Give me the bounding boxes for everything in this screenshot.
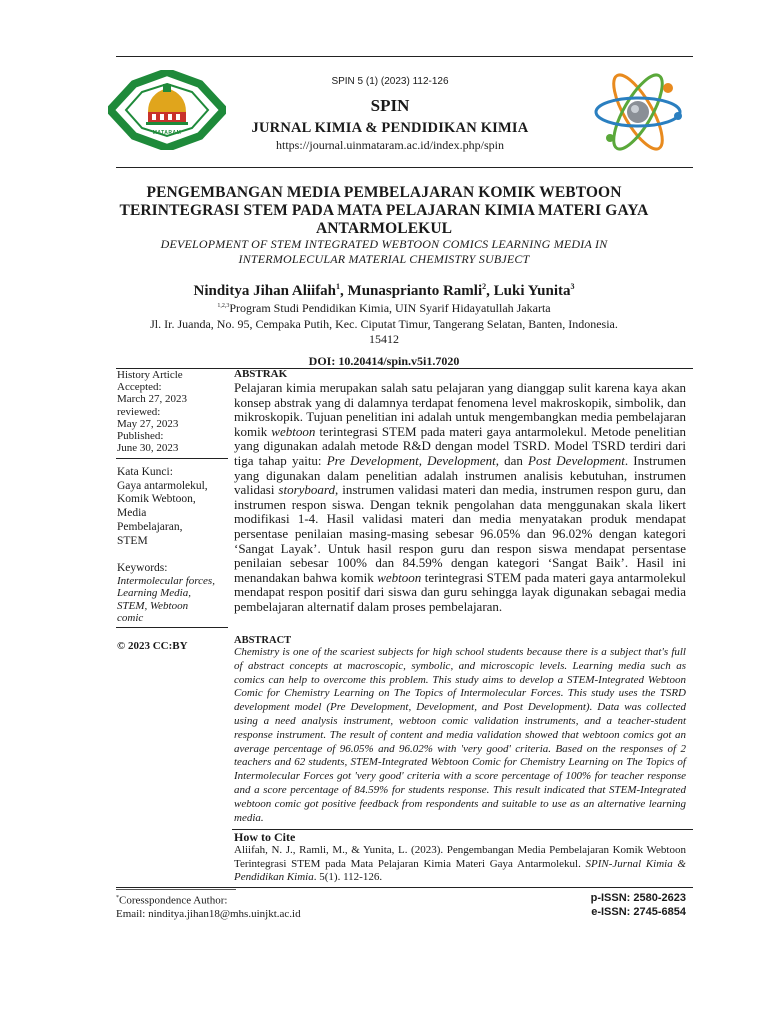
published-label: Published: xyxy=(117,430,164,443)
kata-kunci-item: Komik Webtoon, xyxy=(117,493,196,506)
paper-title xyxy=(100,184,668,238)
cite-text: Aliifah, N. J., Ramli, M., & Yunita, L. (2023). Pengembangan Media Pembelajaran Komik Webtoon Terintegrasi STEM pada Mata Pelajaran Kimia Materi Gaya Antarmolekul. xyxy=(234,844,686,870)
journal-full-name: JURNAL KIMIA & PENDIDIKAN KIMIA xyxy=(251,120,529,136)
cite-journal: SPIN-Jurnal Kimia & Pendidikan Kimia xyxy=(234,857,686,883)
address-line-1: Jl. Ir. Juanda, No. 95, Cempaka Putih, Kec. Ciputat Timur, Tangerang Selatan, Banten, Indonesia. xyxy=(150,317,618,331)
author-separator: , xyxy=(486,283,494,299)
abstrak-term: Pre Development, Development xyxy=(326,452,496,468)
address-line-2: 15412 xyxy=(369,331,399,346)
reviewed-date: May 27, 2023 xyxy=(117,417,179,430)
abstrak-term: webtoon xyxy=(271,423,316,439)
atom-icon xyxy=(590,64,686,160)
abstrak-text: terintegrasi STEM pada materi gaya antarmolekul. Metode penelitian yang digunakan adalah metode R&D dengan model TSRD. Model TSRD terdiri dari tiga tahap yaitu: xyxy=(234,423,686,468)
abstrak-body xyxy=(234,381,686,615)
license: © 2023 CC:BY xyxy=(117,640,188,652)
kata-kunci-label: Kata Kunci: xyxy=(117,466,173,478)
affiliation-text: Program Studi Pendidikan Kimia, UIN Syarif Hidayatullah Jakarta xyxy=(229,301,551,315)
header-rule xyxy=(116,167,693,168)
corr-label: Coresspondence Author: xyxy=(119,894,228,907)
cite-text: . 5(1). 112-126. xyxy=(313,871,383,883)
how-to-cite-body xyxy=(234,844,686,885)
abstrak-term: webtoon xyxy=(377,569,422,585)
keyword-item: comic xyxy=(117,612,144,625)
author-3-sup: 3 xyxy=(570,282,575,291)
corr-email[interactable]: Email: ninditya.jihan18@mhs.uinjkt.ac.id xyxy=(116,907,301,920)
author-1: Ninditya Jihan Aliifah xyxy=(193,283,337,299)
abstrak-text: , instrumen validasi materi dan media, instrumen respon guru, dan instrumen respon siswa. Dengan teknik pengolahan data menggunakan skala likert modifikasi 1-4. Hasil validasi materi dan media menyatakan produk mendapat persentase penilaian masing-masing sebesar 96.05% dan 96.02% dengan kategori ‘Sangat Layak’. Untuk hasil respon guru dan respon siswa mendapat persentase penilaian sebesar 100% dan 84.59% dengan kategori ‘Sangat Baik’. Hasil ini menandakan bahwa komik xyxy=(234,482,686,585)
title-line-2: TERINTEGRASI STEM PADA MATA PELAJARAN KIMIA MATERI GAYA xyxy=(119,202,649,219)
accepted-date: March 27, 2023 xyxy=(117,393,187,406)
kata-kunci-item: Pembelajaran, xyxy=(117,520,183,533)
top-rule xyxy=(116,56,693,57)
journal-short-name: SPIN xyxy=(370,96,410,115)
atom-logo xyxy=(590,64,686,160)
corr-sup: * xyxy=(116,895,119,901)
p-issn: p-ISSN: 2580-2623 xyxy=(590,892,686,904)
title-line-1: PENGEMBANGAN MEDIA PEMBELAJARAN KOMIK WEBTOON xyxy=(146,184,622,201)
abstrak-text: terintegrasi STEM pada materi gaya antarmolekul mendapat respon positif dari siswa dan guru sehingga layak digunakan sebagai media pembelajaran alternatif dalam proses pembelajaran. xyxy=(234,569,686,614)
cite-rule xyxy=(232,829,693,830)
accepted-label: Accepted: xyxy=(117,381,162,394)
kata-kunci xyxy=(117,466,229,548)
abstrak-text: . Instrumen yang digunakan dalam penelitian adalah instrumen analisis kebutuhan, instrumen validasi xyxy=(234,452,686,498)
keyword-item: Intermolecular forces, xyxy=(117,575,215,587)
history-article xyxy=(117,369,229,454)
footer-short-rule xyxy=(116,889,236,890)
abstrak-text: Pelajaran kimia merupakan salah satu pelajaran yang dianggap sulit karena kaya akan konsep abstrak yang di dalamnya terdapat fenomena level makroskopik, simbolik, dan mikroskopik. Tujuan penelitian ini adalah untuk mengembangkan media pembelajaran komik xyxy=(234,380,686,439)
paper-title-english xyxy=(100,237,668,267)
abstract-body: Chemistry is one of the scariest subjects for high school students because there is a subject that's full of abstract concepts at macroscopic, symbolic, and microscopic levels. Learning media such as comics can help to overcome this problem. This study aims to develop a STEM-Integrated Webtoon Comic for Chemistry Learning on The Topics of Intermolecular Forces. This study uses the TSRD development model (Pre Development, Development, and Post Development). Data was collected using a need analysis instrument, webtoon comic validation instruments, and a teacher-student response instrument. The result of content and media validation showed that webtoon comics got an average percentage of 96.05% and 96.02% with 'very good' criteria. Based on the responses of 2 teachers and 62 students, STEM-Integrated Webtoon Comic for Chemistry Learning on The Topics of Intermolecular Forces got 'very good' criteria with a score percentage of 100% for teacher response and a score percentage of 84.59% for students response. This result indicated that STEM-Integrated webtoon comic got positive feedback from respondents and suitable to use as an alternative learning media. xyxy=(234,646,686,824)
author-2: Munasprianto Ramli xyxy=(347,283,483,299)
logo-text: MATARAM xyxy=(152,130,182,136)
title-en-line-1: DEVELOPMENT OF STEM INTEGRATED WEBTOON COMICS LEARNING MEDIA IN xyxy=(160,237,608,251)
keyword-item: Learning Media, xyxy=(117,587,191,600)
how-to-cite-heading: How to Cite xyxy=(234,830,296,844)
keywords-rule xyxy=(116,627,228,628)
e-issn: e-ISSN: 2745-6854 xyxy=(591,906,686,918)
author-list xyxy=(100,282,668,300)
kata-kunci-item: STEM xyxy=(117,534,148,547)
abstract-heading: ABSTRACT xyxy=(234,635,292,646)
keywords xyxy=(117,561,229,625)
published-date: June 30, 2023 xyxy=(117,442,179,455)
author-1-sup: 1 xyxy=(336,282,341,291)
abstrak-heading: ABSTRAK xyxy=(234,368,288,380)
kata-kunci-item: Gaya antarmolekul, xyxy=(117,479,208,492)
affiliation-sup: 1,2,3 xyxy=(217,303,230,309)
author-separator: , xyxy=(340,283,348,299)
correspondence-author xyxy=(116,892,301,921)
abstrak-term: Post Development xyxy=(528,452,625,468)
title-line-3: ANTARMOLEKUL xyxy=(315,220,453,237)
journal-citation: SPIN 5 (1) (2023) 112-126 xyxy=(331,76,449,87)
author-3: Luki Yunita xyxy=(493,283,571,299)
doi[interactable]: DOI: 10.20414/spin.v5i1.7020 xyxy=(308,354,460,368)
footer-rule xyxy=(116,887,693,888)
abstrak-text: , dan xyxy=(495,452,529,468)
title-en-line-2: INTERMOLECULAR MATERIAL CHEMISTRY SUBJECT xyxy=(238,252,530,266)
author-affiliation xyxy=(100,301,668,316)
history-heading: History Article xyxy=(117,369,183,381)
author-address xyxy=(90,317,678,346)
keywords-label: Keywords: xyxy=(117,562,168,574)
keyword-item: STEM, Webtoon xyxy=(117,599,189,612)
reviewed-label: reviewed: xyxy=(117,405,161,418)
author-2-sup: 2 xyxy=(482,282,487,291)
abstrak-term: storyboard xyxy=(278,482,335,498)
kata-kunci-item: Media xyxy=(117,507,147,520)
history-rule xyxy=(116,458,228,459)
journal-url[interactable]: https://journal.uinmataram.ac.id/index.php/spin xyxy=(276,138,504,152)
